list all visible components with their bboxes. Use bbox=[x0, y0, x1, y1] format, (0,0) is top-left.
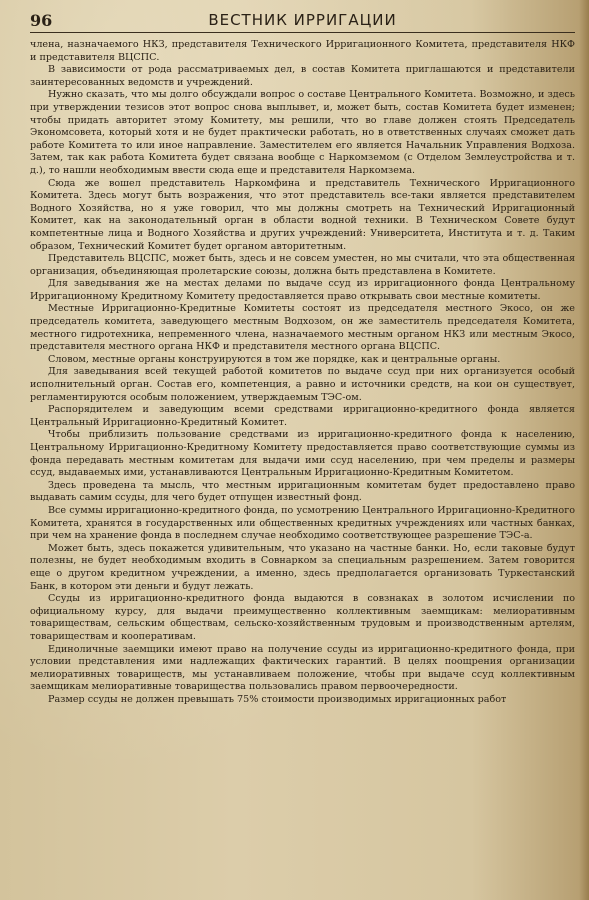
paragraph: Распорядителем и заведующим всеми средствами ирригационно-кредитного фонда является Центральный Ирригационно-Кредитный Комитет. bbox=[30, 404, 575, 428]
running-title: ВЕСТНИК ИРРИГАЦИИ bbox=[208, 11, 397, 29]
paragraph: Нужно сказать, что мы долго обсуждали вопрос о составе Центрального Комитета. Возможно, и здесь при утверждении тезисов этот вопрос снова выплывет, и, может быть, состав Комитета будет изменен; чтобы придать авторитет этому Комитету, мы решили, что во главе должен стоять Председатель Экономсовета, который хотя и не будет практически работать, но в ответственных случаях сможет дать работе Комитета то или иное направление. Заместителем его является Начальник Управления Водхоза. Затем, так как работа Комитета будет связана вообще с Наркомземом (с Отделом Землеустройства и т. д.), то нашли необходимым ввести сюда еще и представителя Наркомзема. bbox=[30, 89, 575, 176]
page-header bbox=[30, 10, 575, 33]
paragraph: Может быть, здесь покажется удивительным, что указано на частные банки. Но, если таковые будут полезны, не будет необходимым входить в Совнарком за специальным разрешением. Затем говорится еще о другом кредитном учреждении, а именно, здесь предполагается организовать Туркестанский Банк, в котором эти деньги и будут лежать. bbox=[30, 542, 575, 592]
paragraph: Сюда же вошел представитель Наркомфина и представитель Технического Ирригационного Комитета. Здесь могут быть возражения, что этот представитель все-таки является представителем Водного Хозяйства, но я уже говорил, что мы должны смотреть на Технический Ирригационный Комитет, как на законодательный орган в области водной техники. В Техническом Совете будут компетентные лица и Водного Хозяйства и других учреждений: Университета, Института и т. д. Таким образом, Технический Комитет будет органом авторитетным. bbox=[30, 177, 575, 252]
paragraph: Единоличные заемщики имеют право на получение ссуды из ирригационно-кредитного фонда, при условии представления ими надлежащих фактических гарантий. В целях поощрения организации мелиоративных товариществ, мы устанавливаем положение, чтобы при выдаче ссуд коллективным заемщикам мелиоративные товарищества пользовались правом первоочередности. bbox=[30, 643, 575, 693]
paragraph: Все суммы ирригационно-кредитного фонда, по усмотрению Центрального Ирригационно-Кредитного Комитета, хранятся в государственных или общественных кредитных учреждениях или частных банках, при чем на хранение фонда в последнем случае необходимо соответствующее разрешение ТЭС-а. bbox=[30, 504, 575, 542]
paragraph: В зависимости от рода рассматриваемых дел, в состав Комитета приглашаются и представители заинтересованных ведомств и учреждений. bbox=[30, 64, 575, 88]
paragraph: Для заведывания всей текущей работой комитетов по выдаче ссуд при них организуется особый исполнительный орган. Состав его, компетенция, а равно и источники средств, на кои он существует, регламентируются особым положением, утверждаемым ТЭС-ом. bbox=[30, 366, 575, 403]
page-number: 96 bbox=[30, 11, 53, 30]
paragraph: Для заведывания же на местах делами по выдаче ссуд из ирригационного фонда Центральному Ирригационному Кредитному Комитету предоставляется право открывать свои местные комитеты. bbox=[30, 278, 575, 302]
paragraph: Ссуды из ирригационно-кредитного фонда выдаются в совзнаках в золотом исчислении по официальному курсу, для выдачи преимущественно коллективным заемщикам: мелиоративным товариществам, сельским обществам, сельско-хозяйственным трудовым и производственным артелям, товариществам и кооперативам. bbox=[30, 593, 575, 642]
paragraph: члена, назначаемого НКЗ, представителя Технического Ирригационного Комитета, представителя НКФ и представителя ВЦСПС. bbox=[30, 39, 575, 63]
article-body bbox=[30, 39, 575, 706]
paragraph: Словом, местные органы конструируются в том же порядке, как и центральные органы. bbox=[48, 353, 501, 365]
paragraph: Чтобы приблизить пользование средствами из ирригационно-кредитного фонда к населению, Центральному Ирригационно-Кредитному Комитету предоставляется право соответствующие суммы из фонда передавать местным комитетам для выдачи ими ссуд населению, при чем пределы и размеры ссуд, выдаваемых ими, устанавливаются Центральным Ирригационно-Кредитным Комитетом. bbox=[30, 429, 575, 479]
paragraph: Здесь проведена та мысль, что местным ирригационным комитетам будет предоставлено право выдавать самим ссуды, для чего будет отпущен известный фонд. bbox=[30, 479, 575, 504]
paragraph: Размер ссуды не должен превышать 75% стоимости производимых ирригационных работ bbox=[48, 693, 507, 705]
page-edge-shadow bbox=[579, 0, 589, 900]
paragraph: Представитель ВЦСПС, может быть, здесь и не совсем уместен, но мы считали, что эта общественная организация, объединяющая пролетарские союзы, должна быть представлена в Комитете. bbox=[30, 253, 575, 277]
paragraph: Местные Ирригационно-Кредитные Комитеты состоят из председателя местного Экосо, он же председатель комитета, заведующего местным Водхозом, он же заместитель председателя Комитета, местного гидротехника, непременного члена, назначаемого местным органом НКЗ или местным Экосо, представителя местного органа НКФ и представителя местного органа ВЦСПС. bbox=[30, 303, 575, 353]
